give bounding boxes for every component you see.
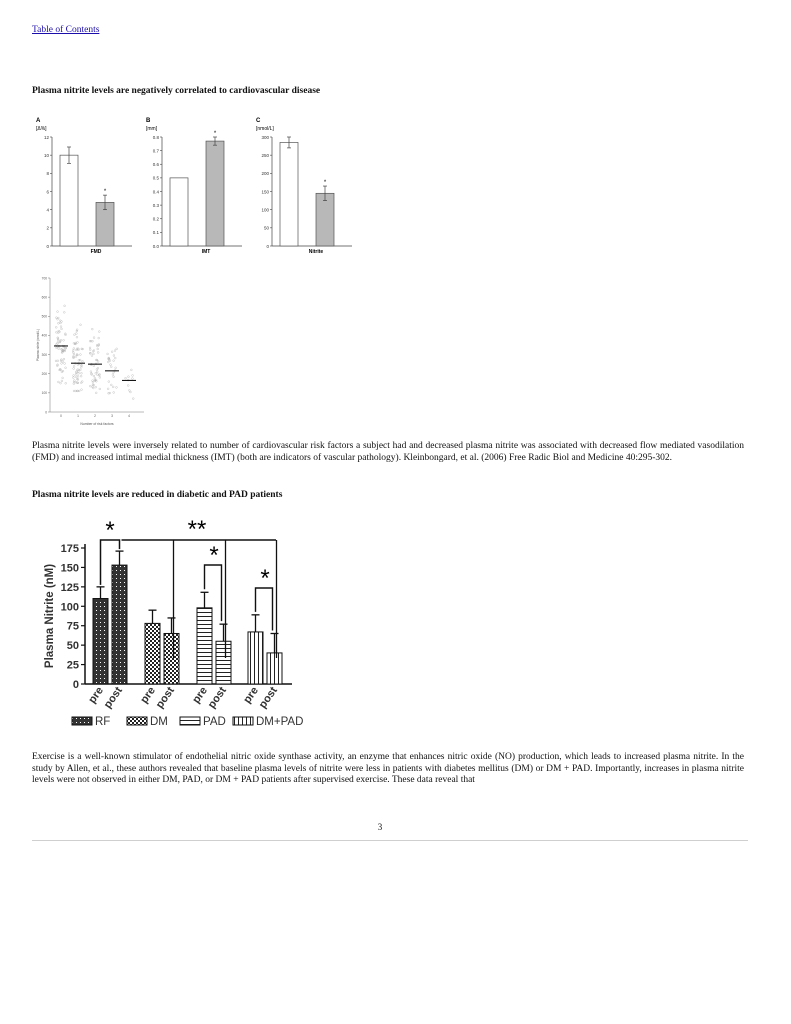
data-point <box>57 332 59 334</box>
y-tick-label: 200 <box>41 372 47 377</box>
data-point <box>72 350 74 352</box>
figure-caption-1: Plasma nitrite levels were inversely related to number of cardiovascular risk factors a subject had and decreased plasma nitrite was associated with decreased flow mediated vasodilation (FMD) and increased intimal medial thickness (IMT) (both are indicators of vascular pathology). Kleinbongard, et al. (2006) Free Radic Biol and Medicine 40:295-302. <box>32 441 744 463</box>
data-point <box>64 333 66 335</box>
data-point <box>60 339 62 341</box>
data-point <box>97 348 99 350</box>
x-tick-label: post <box>205 684 229 711</box>
y-tick-label: 200 <box>261 171 269 177</box>
data-point <box>109 360 111 362</box>
data-point <box>89 349 91 351</box>
bar-rf-pre <box>93 599 108 684</box>
data-point <box>55 331 57 333</box>
bar-dm-pre <box>145 623 160 684</box>
data-point <box>58 348 60 350</box>
data-point <box>73 355 75 357</box>
data-point <box>82 360 84 362</box>
data-point <box>132 398 134 400</box>
page-number: 3 <box>377 822 383 832</box>
legend-swatch <box>127 717 147 725</box>
data-point <box>57 311 59 313</box>
y-tick-label: 4 <box>46 207 49 213</box>
data-point <box>73 348 75 350</box>
data-point <box>78 372 80 374</box>
legend-swatch <box>72 717 92 725</box>
data-point <box>75 381 77 383</box>
data-point <box>55 326 57 328</box>
data-point <box>81 381 83 383</box>
data-point <box>77 375 79 377</box>
data-point <box>93 365 95 367</box>
figure-risk-factor-scatter <box>32 272 152 428</box>
data-point <box>63 339 65 341</box>
data-point <box>60 326 62 328</box>
data-point <box>116 348 118 350</box>
data-point <box>55 344 57 346</box>
legend-label: DM <box>150 716 168 728</box>
data-point <box>112 386 114 388</box>
data-point <box>113 371 115 373</box>
y-tick-label: 25 <box>66 659 79 672</box>
bar-control <box>170 178 188 246</box>
y-tick-label: 2 <box>46 225 49 231</box>
panel-unit-label: [mm] <box>146 126 158 132</box>
y-tick-label: 12 <box>43 134 49 140</box>
data-point <box>73 390 75 392</box>
data-point <box>127 385 129 387</box>
y-tick-label: 250 <box>261 152 269 158</box>
y-tick-label: 10 <box>43 152 49 158</box>
y-tick-label: 8 <box>46 171 49 177</box>
data-point <box>99 388 101 390</box>
data-point <box>95 386 97 388</box>
data-point <box>98 337 100 339</box>
x-tick-label: pre <box>241 684 261 706</box>
figure-plasma-nitrite-groups <box>40 510 350 735</box>
y-tick-label: 0 <box>266 243 269 249</box>
x-tick-label: post <box>153 684 177 711</box>
data-point <box>72 377 74 379</box>
data-point <box>93 375 95 377</box>
legend-swatch <box>180 717 200 725</box>
legend-swatch <box>233 717 253 725</box>
data-point <box>89 385 91 387</box>
data-point <box>80 375 82 377</box>
data-point <box>75 333 77 335</box>
figure-fmd-imt-nitrite <box>32 110 372 260</box>
panel-label: C <box>256 118 261 124</box>
data-point <box>111 351 113 353</box>
data-point <box>77 341 79 343</box>
data-point <box>91 328 93 330</box>
data-point <box>62 361 64 363</box>
data-point <box>61 380 63 382</box>
data-point <box>116 387 118 389</box>
panel-label: B <box>146 118 151 124</box>
data-point <box>110 364 112 366</box>
y-tick-label: 100 <box>41 391 47 396</box>
significance-star: * <box>209 542 219 569</box>
x-tick-label: 3 <box>111 414 113 418</box>
data-point <box>73 383 75 385</box>
data-point <box>59 320 61 322</box>
data-point <box>130 391 132 393</box>
data-point <box>72 351 74 353</box>
y-tick-label: 100 <box>60 601 79 614</box>
data-point <box>79 354 81 356</box>
y-tick-label: 150 <box>261 189 269 195</box>
data-point <box>60 382 62 384</box>
data-point <box>92 340 94 342</box>
y-tick-label: 0.3 <box>152 202 159 208</box>
bar-dm-post <box>164 633 179 684</box>
data-point <box>93 337 95 339</box>
x-axis-label: Number of risk factors <box>80 422 114 426</box>
data-point <box>75 356 77 358</box>
data-point <box>81 372 83 374</box>
y-axis-label: Plasma nitrite (nmol/L) <box>36 329 40 361</box>
data-point <box>107 388 109 390</box>
y-tick-label: 175 <box>60 543 79 555</box>
data-point <box>75 376 77 378</box>
data-point <box>57 381 59 383</box>
data-point <box>92 380 94 382</box>
data-point <box>99 376 101 378</box>
x-tick-label: pre <box>86 684 106 706</box>
bar-pad-post <box>216 641 231 684</box>
heading-nitrite-diabetes: Plasma nitrite levels are reduced in diabetic and PAD patients <box>32 490 283 500</box>
data-point <box>61 362 63 364</box>
data-point <box>89 347 91 349</box>
y-axis-label: Plasma Nitrite (nM) <box>44 563 56 669</box>
data-point <box>61 321 63 323</box>
bar-dm-pad-post <box>267 653 282 684</box>
data-point <box>98 331 100 333</box>
data-point <box>128 389 130 391</box>
data-point <box>132 375 134 377</box>
data-point <box>55 360 57 362</box>
x-tick-label: 4 <box>128 414 130 418</box>
data-point <box>97 352 99 354</box>
x-tick-label: post <box>101 684 125 711</box>
data-point <box>131 378 133 380</box>
data-point <box>57 322 59 324</box>
y-tick-label: 150 <box>60 562 79 575</box>
data-point <box>65 382 67 384</box>
x-axis-label: Nitrite <box>308 249 324 255</box>
data-point <box>61 328 63 330</box>
data-point <box>113 355 115 357</box>
x-tick-label: pre <box>190 684 210 706</box>
bar-control <box>60 155 78 246</box>
x-tick-label: 0 <box>60 414 62 418</box>
data-point <box>73 375 75 377</box>
data-point <box>64 305 66 307</box>
y-tick-label: 50 <box>263 225 269 231</box>
data-point <box>97 374 99 376</box>
data-point <box>113 392 115 394</box>
data-point <box>74 334 76 336</box>
y-tick-label: 0.2 <box>152 216 159 222</box>
data-point <box>77 369 79 371</box>
data-point <box>79 359 81 361</box>
data-point <box>130 369 132 371</box>
y-tick-label: 125 <box>60 581 79 594</box>
data-point <box>73 365 75 367</box>
data-point <box>114 357 116 359</box>
y-tick-label: 300 <box>261 134 269 140</box>
data-point <box>97 361 99 363</box>
y-tick-label: 0.5 <box>152 175 159 181</box>
data-point <box>76 329 78 331</box>
data-point <box>92 387 94 389</box>
x-tick-label: post <box>256 684 280 711</box>
page-divider <box>32 840 748 841</box>
x-tick-label: pre <box>138 684 158 706</box>
significance-star: * <box>213 131 217 137</box>
data-point <box>80 382 82 384</box>
table-of-contents-link[interactable]: Table of Contents <box>32 25 100 35</box>
significance-star: * <box>105 517 115 544</box>
y-tick-label: 0.6 <box>152 162 159 168</box>
data-point <box>108 381 110 383</box>
y-tick-label: 400 <box>41 333 47 338</box>
significance-star: * <box>103 189 107 196</box>
body-paragraph-exercise: Exercise is a well-known stimulator of endothelial nitric oxide synthase activity, an enzyme that enhances nitric oxide (NO) production, which leads to increased plasma nitrite. In the study by Allen, et al., these authors revealed that baseline plasma levels of nitrite were less in patients with diabetes mellitus (DM) or DM + PAD. Importantly, increases in plasma nitrite levels were not observed in either DM, PAD, or DM + PAD patients after supervised exercise. These data reveal that <box>32 752 744 785</box>
data-point <box>57 360 59 362</box>
data-point <box>55 317 57 319</box>
legend-label: PAD <box>203 716 226 728</box>
data-point <box>80 324 82 326</box>
significance-star: * <box>323 180 327 187</box>
y-tick-label: 0.7 <box>152 148 159 154</box>
data-point <box>114 350 116 352</box>
bar-patient <box>206 141 224 246</box>
data-point <box>64 363 66 365</box>
x-axis-label: IMT <box>201 249 211 255</box>
y-tick-label: 0 <box>45 410 47 415</box>
significance-bracket <box>256 588 273 630</box>
y-tick-label: 0 <box>72 679 79 691</box>
x-axis-label: FMD <box>90 249 102 255</box>
bar-patient <box>316 193 334 246</box>
y-tick-label: 600 <box>41 295 47 300</box>
data-point <box>76 336 78 338</box>
data-point <box>77 371 79 373</box>
x-tick-label: 2 <box>94 414 96 418</box>
data-point <box>78 359 80 361</box>
data-point <box>77 348 79 350</box>
y-tick-label: 700 <box>41 276 47 281</box>
data-point <box>93 353 95 355</box>
data-point <box>115 367 117 369</box>
y-tick-label: 100 <box>261 207 269 213</box>
panel-unit-label: [Δ%] <box>36 126 47 132</box>
significance-star: ** <box>187 516 207 543</box>
data-point <box>96 369 98 371</box>
data-point <box>81 389 83 391</box>
y-tick-label: 0.0 <box>152 243 159 249</box>
data-point <box>73 368 75 370</box>
y-tick-label: 500 <box>41 314 47 319</box>
data-point <box>91 386 93 388</box>
legend-label: RF <box>95 716 111 728</box>
y-tick-label: 0 <box>46 243 49 249</box>
data-point <box>110 366 112 368</box>
data-point <box>75 373 77 375</box>
y-tick-label: 0.1 <box>152 230 159 236</box>
x-tick-label: 1 <box>77 414 79 418</box>
data-point <box>62 377 64 379</box>
data-point <box>125 377 127 379</box>
y-tick-label: 50 <box>66 640 79 653</box>
data-point <box>110 384 112 386</box>
legend-label: DM+PAD <box>256 716 304 728</box>
data-point <box>63 358 65 360</box>
data-point <box>95 392 97 394</box>
data-point <box>128 376 130 378</box>
significance-star: * <box>260 565 270 592</box>
bar-rf-post <box>112 565 127 684</box>
data-point <box>107 361 109 363</box>
data-point <box>90 371 92 373</box>
y-tick-label: 300 <box>41 352 47 357</box>
data-point <box>80 366 82 368</box>
data-point <box>107 353 109 355</box>
bar-dm-pad-pre <box>248 632 263 684</box>
data-point <box>65 367 67 369</box>
data-point <box>112 374 114 376</box>
data-point <box>96 371 98 373</box>
bar-control <box>280 142 298 246</box>
data-point <box>63 311 65 313</box>
data-point <box>113 360 115 362</box>
panel-label: A <box>36 118 41 124</box>
panel-unit-label: [nmol/L] <box>256 126 274 132</box>
y-tick-label: 0.8 <box>152 134 159 140</box>
data-point <box>113 376 115 378</box>
y-tick-label: 75 <box>66 620 79 633</box>
y-tick-label: 0.4 <box>152 189 159 195</box>
data-point <box>95 372 97 374</box>
bar-pad-pre <box>197 608 212 684</box>
heading-nitrite-cvd: Plasma nitrite levels are negatively correlated to cardiovascular disease <box>32 86 321 96</box>
data-point <box>91 355 93 357</box>
y-tick-label: 6 <box>46 189 49 195</box>
data-point <box>109 392 111 394</box>
